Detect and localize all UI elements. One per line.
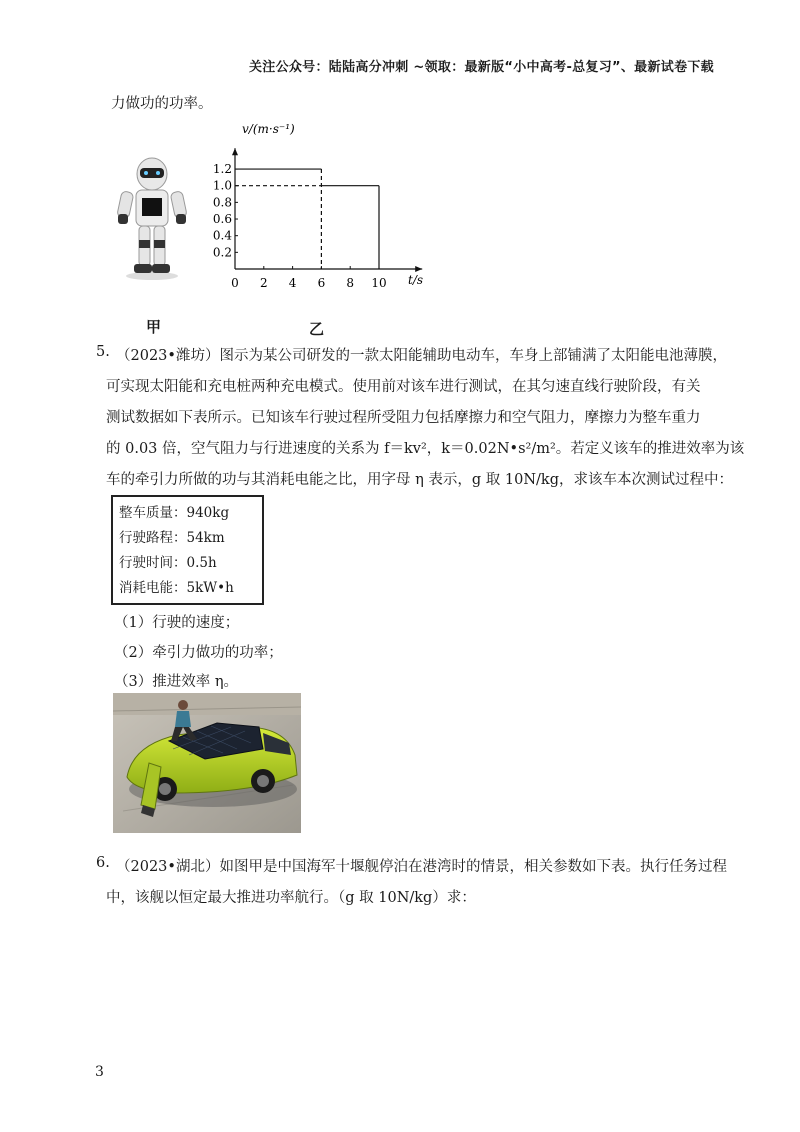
x-tick-label: 10 <box>371 276 387 290</box>
y-tick-label: 0.8 <box>212 195 232 210</box>
page-header: 关注公众号：陆陆高分冲刺 ~领取：最新版“小中高考-总复习”、最新试卷下载 <box>248 60 714 75</box>
x-tick-label: 8 <box>346 276 355 290</box>
x-tick-label: 2 <box>259 276 268 290</box>
previous-question-tail: 力做功的功率。 <box>111 96 213 112</box>
question-5-line: 的 0.03 倍，空气阻力与行进速度的关系为 f＝kv²，k＝0.02N•s²/m²。若定义该车的推进效率为该 <box>106 441 745 457</box>
figure-caption-jia: 甲 <box>146 318 162 336</box>
y-tick-label: 0.4 <box>212 228 232 243</box>
y-tick-label: 0.6 <box>212 212 232 227</box>
y-tick-label: 1.2 <box>212 162 232 177</box>
question-6-line: 中，该舰以恒定最大推进功率航行。（g 取 10N/kg）求： <box>106 890 476 906</box>
solar-car-photo <box>113 693 301 833</box>
y-axis-label: v/(m·s⁻¹) <box>242 122 295 136</box>
sub-question-1: （1）行驶的速度； <box>114 615 240 631</box>
velocity-time-chart <box>200 112 440 298</box>
y-axis-arrow <box>232 148 238 155</box>
x-axis-arrow <box>415 266 422 272</box>
sub-question-3: （3）推进效率 η。 <box>114 674 239 690</box>
question-5-line: 测试数据如下表所示。已知该车行驶过程所受阻力包括摩擦力和空气阻力，摩擦力为整车重力 <box>106 410 701 426</box>
y-tick-label: 0.2 <box>212 245 232 260</box>
x-tick-label: 0 <box>231 276 239 290</box>
spec-time: 行驶时间：0.5h <box>119 555 217 571</box>
y-tick-label: 1.0 <box>212 178 232 193</box>
sub-question-2: （2）牵引力做功的功率； <box>114 645 283 661</box>
question-5-line: 车的牵引力所做的功与其消耗电能之比，用字母 η 表示，g 取 10N/kg，求该车本次测试过程中： <box>106 472 733 488</box>
question-5-line: 可实现太阳能和充电桩两种充电模式。使用前对该车进行测试，在其匀速直线行驶阶段，有关 <box>106 379 701 395</box>
question-6-line: （2023•湖北）如图甲是中国海军十堰舰停泊在港湾时的情景，相关参数如下表。执行任务过程 <box>116 859 727 875</box>
x-axis-label: t/s <box>408 273 424 287</box>
figure-caption-yi: 乙 <box>309 320 325 338</box>
question-6-number: 6. <box>96 855 110 871</box>
question-5-number: 5. <box>96 344 110 360</box>
x-tick-label: 6 <box>317 276 326 290</box>
spec-mass: 整车质量：940kg <box>119 505 230 521</box>
question-5-line: （2023•潍坊）图示为某公司研发的一款太阳能辅助电动车，车身上部铺满了太阳能电池薄膜， <box>116 348 727 364</box>
x-tick-label: 4 <box>288 276 297 290</box>
robot-image <box>112 152 190 282</box>
car-spec-table <box>111 495 264 605</box>
spec-distance: 行驶路程：54km <box>119 530 225 546</box>
page-number: 3 <box>95 1064 104 1080</box>
spec-energy: 消耗电能：5kW•h <box>119 580 234 596</box>
